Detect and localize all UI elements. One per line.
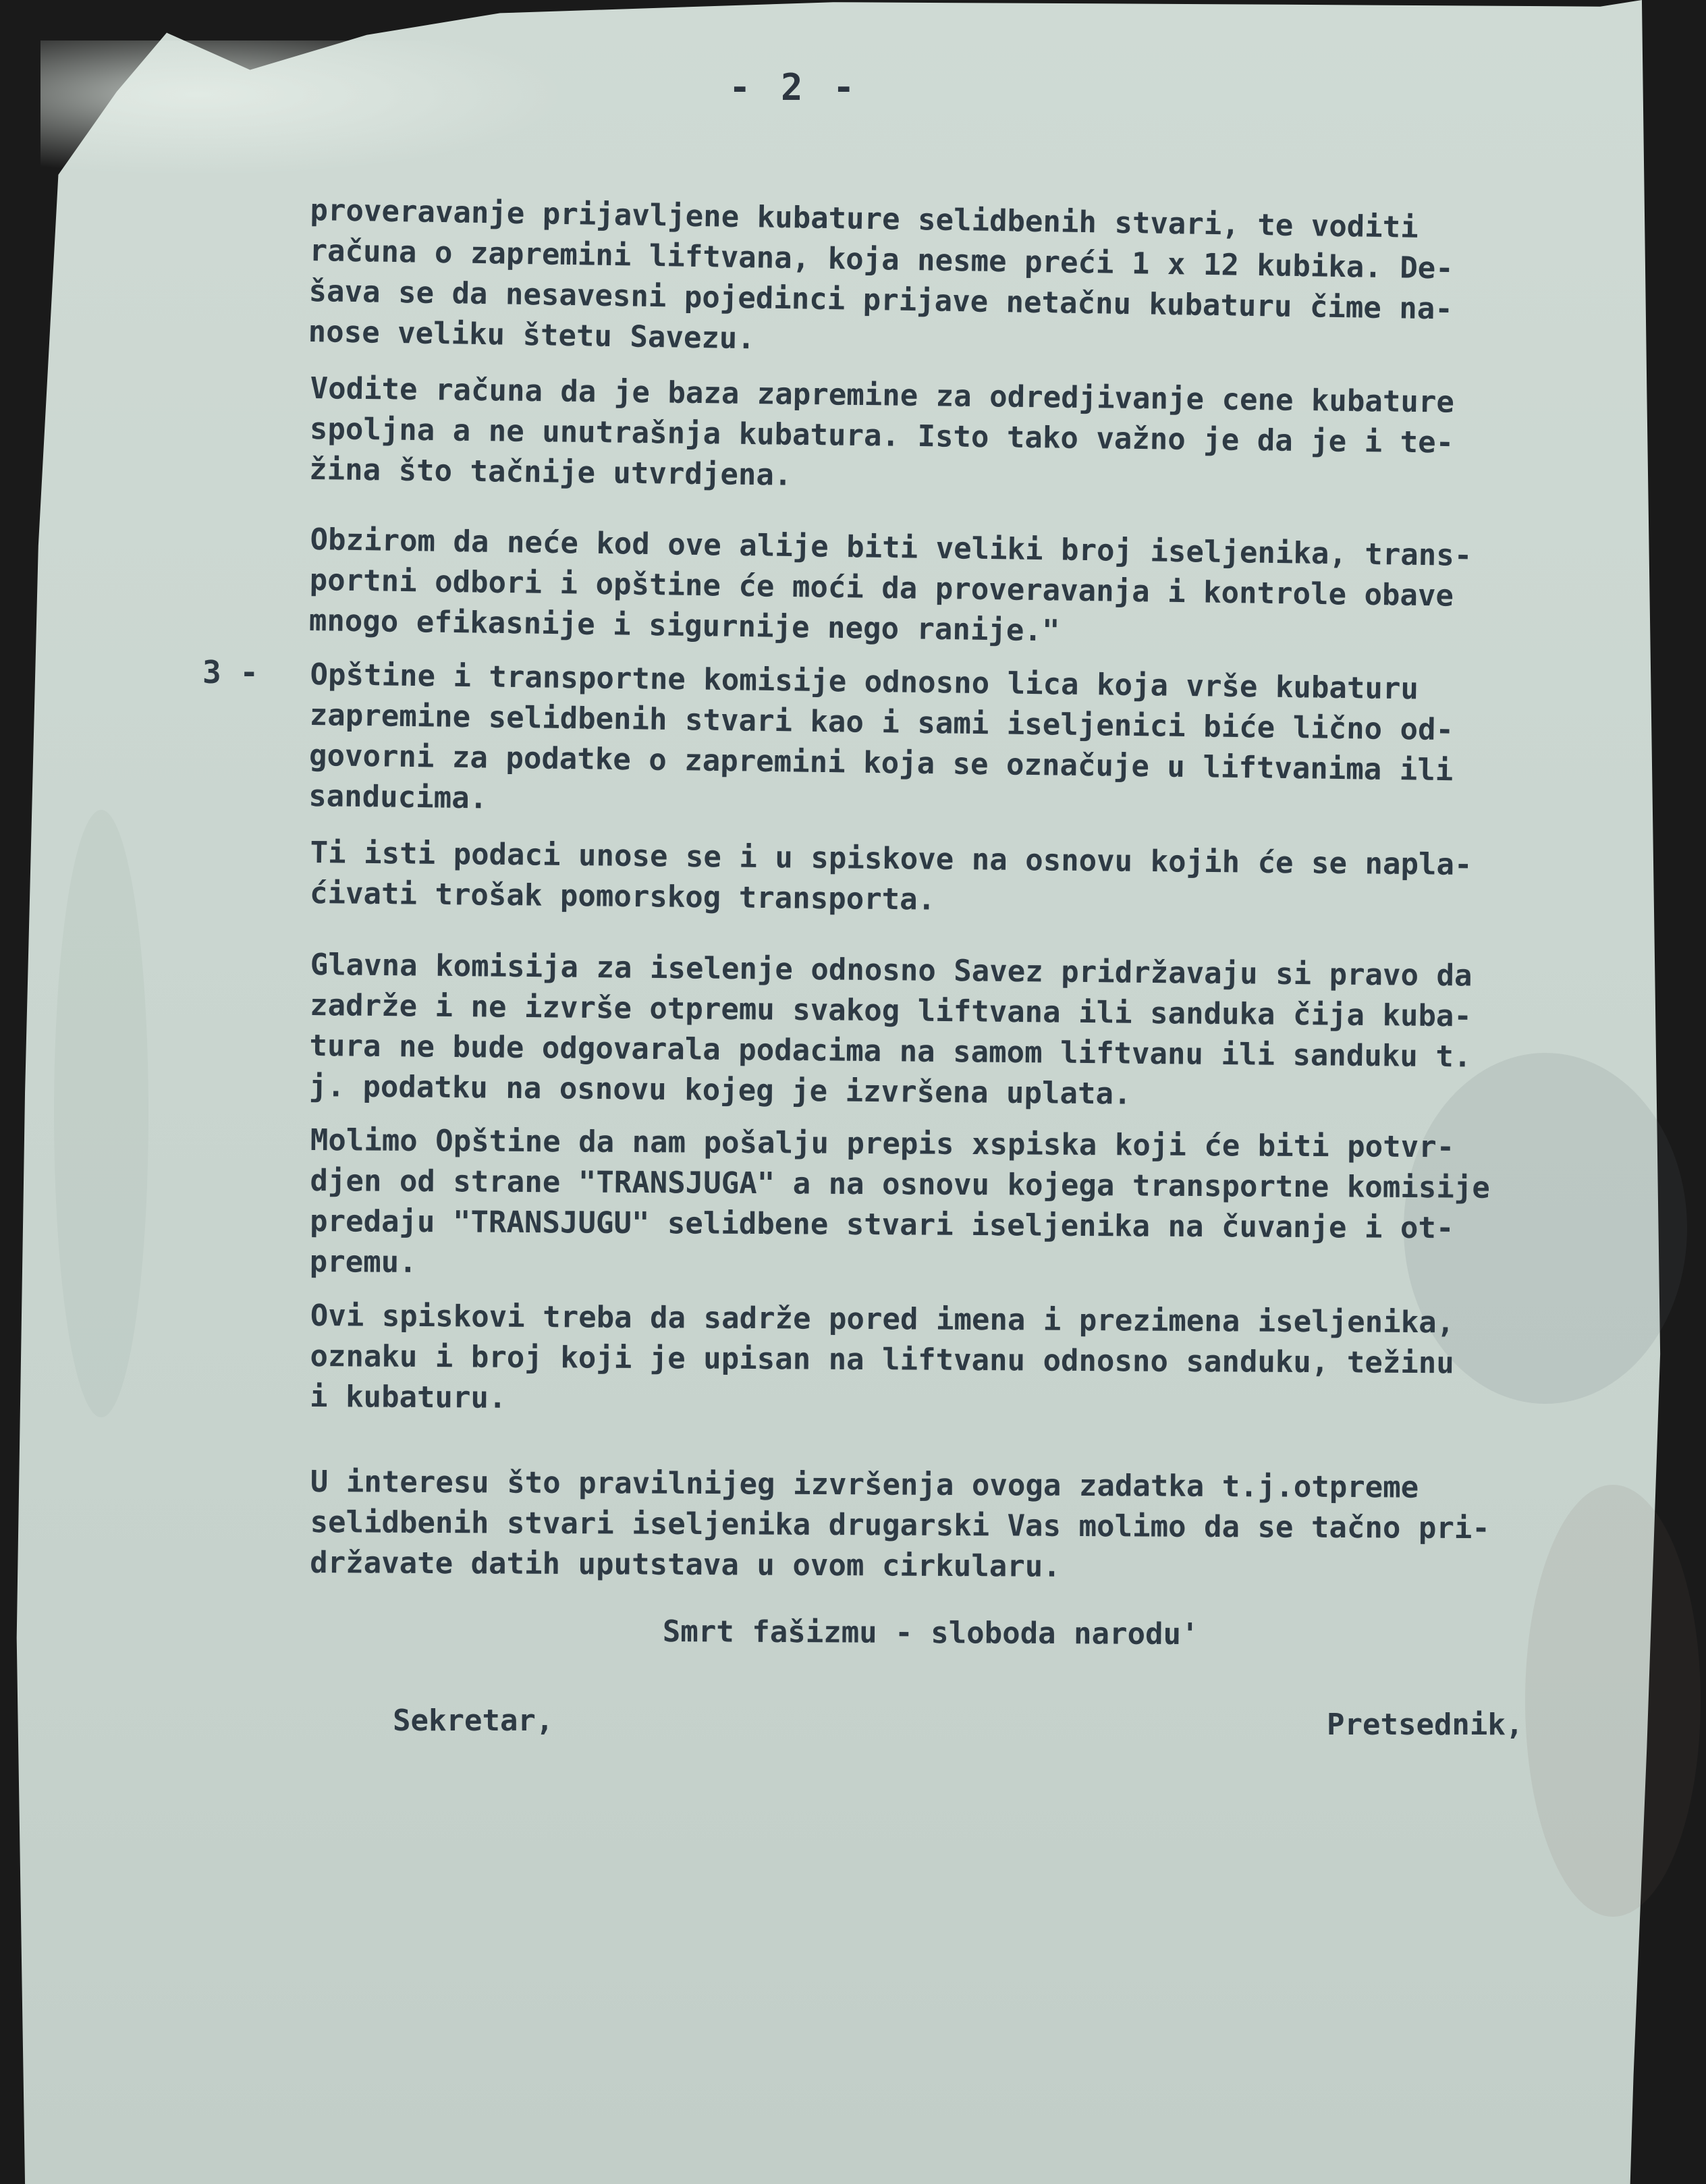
paragraph-volume-base: Vodite računa da je baza zapremine za odredjivanje cene kubature spoljna a ne unutrašnja kubatura. Isto tako važno je da je i te- žina što tačnije utvrdjena.: [308, 371, 1455, 493]
paragraph-transjug-request: Molimo Opštine da nam pošalju prepis xspiska koji će biti potvr- djen od strane "TRANSJUGA" a na osnovu kojega transportne komisije predaju "TRANSJUGU" selidbene stvari iseljenika na čuvanje i ot- premu.: [309, 1122, 1490, 1280]
signature-secretary: Sekretar,: [393, 1703, 554, 1738]
paragraph-list-contents: Ovi spiskovi treba da sadrže pored imena i prezimena iseljenika, oznaku i broj koji je upisan na liftvanu odnosno sanduku, težinu i kubaturu.: [309, 1298, 1455, 1415]
paragraph-lists: Ti isti podaci unose se i u spiskove na osnovu kojih će se napla- ćivati trošak pomorskog transporta.: [309, 835, 1473, 917]
signature-president: Pretsednik,: [1327, 1708, 1524, 1742]
page-number: - 2 -: [729, 66, 859, 109]
closing-salutation: Smrt fašizmu - sloboda narodu': [662, 1614, 1199, 1652]
paragraph-closing-request: U interesu što pravilnijeg izvršenja ovoga zadatka t.j.otpreme selidbenih stvari iseljenika drugarski Vas molimo da se tačno pri- državate datih uputstava u ovom cirkularu.: [310, 1465, 1491, 1584]
paragraph-kubatura-check: proveravanje prijavljene kubature selidbenih stvari, te voditi računa o zapremini liftvana, koja nesme preći 1 x 12 kubika. De- šava se da nesavesni pojedinci prijave netačnu kubaturu čime na- nose veliku štetu Savezu.: [308, 192, 1454, 356]
paragraph-emigrant-count: Obzirom da neće kod ove alije biti veliki broj iseljenika, trans- portni odbori i opštine će moći da proveravanja i kontrole obave mnogo efikasnije i sigurnije nego ranije.": [308, 522, 1473, 649]
item-number: 3 -: [202, 654, 259, 690]
paragraph-responsibility: Opštine i transportne komisije odnosno lica koja vrše kubaturu zapremine selidbenih stvari kao i sami iseljenici biće lično od- govorni za podatke o zapremini koja se označuje u liftvanima ili sanducima.: [308, 657, 1454, 816]
paragraph-commission-rights: Glavna komisija za iselenje odnosno Savez pridržavaju si pravo da zadrže i ne izvrše otpremu svakog liftvana ili sanduka čija kuba- tura ne bude odgovarala podacima na samom liftvanu ili sanduku t. j. podatku na osnovu kojeg je izvršena uplata.: [308, 947, 1473, 1112]
